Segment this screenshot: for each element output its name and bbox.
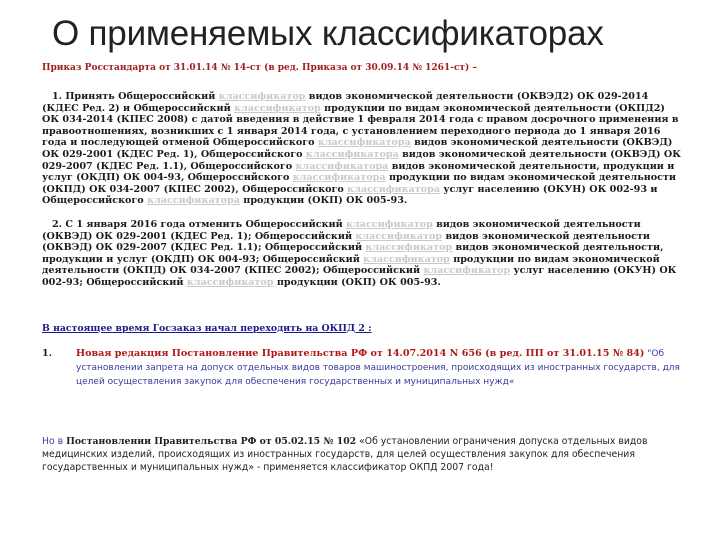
classifier-highlight: классификатор bbox=[186, 276, 274, 288]
list-item-number: 1. bbox=[42, 347, 53, 359]
paragraph-1-number: 1. bbox=[52, 91, 63, 102]
order-title: Приказ Росстандарта от 31.01.14 № 14-ст (в ред. Приказа от 30.09.14 № 1261-ст) – bbox=[42, 63, 477, 73]
classifier-highlight: классификатор bbox=[355, 230, 443, 242]
text-segment: продукции (ОКП) ОК 005-93. bbox=[273, 276, 441, 288]
note-resolution: Постановлении Правительства РФ от 05.02.15 № 102 bbox=[66, 435, 357, 447]
transition-heading: В настоящее время Госзаказ начал переходить на ОКПД 2 : bbox=[42, 322, 372, 334]
classifier-highlight: классификатор bbox=[234, 102, 321, 114]
text-segment: услуг населению (ОКУН) ОК 002-93; Общероссийский bbox=[42, 265, 677, 288]
list-item-text bbox=[76, 347, 682, 389]
text-segment: видов экономической деятельности, продукции и услуг (ОКДП) ОК 004-93; Общероссийский bbox=[42, 242, 664, 265]
text-segment: С 1 января 2016 года отменить Общероссийский bbox=[65, 218, 347, 230]
classifier-highlight: классификатор bbox=[363, 253, 450, 265]
classifier-highlight: классификатор bbox=[423, 265, 511, 277]
classifier-highlight: классификатора bbox=[347, 183, 441, 195]
classifier-highlight: классификатора bbox=[147, 195, 240, 207]
paragraph-2 bbox=[42, 219, 682, 289]
classifier-highlight: классификатор bbox=[218, 91, 306, 102]
classifier-highlight: классификатор bbox=[346, 218, 433, 230]
text-segment: услуг населению (ОКУН) ОК 002-93 и Общероссийского bbox=[42, 183, 658, 207]
page-title: О применяемых классификаторах bbox=[52, 14, 604, 53]
text-segment: продукции по видам экономической деятельности (ОКПД2) ОК 034-2014 (КПЕС 2008) с датой введения в действие 1 февраля 2014 года с правом досрочного применения в правоотношениях, возникших с 1 января 2014 года, с установлением переходного периода до 1 января 2016 года и последующей отменой Общероссийского bbox=[42, 102, 679, 149]
text-segment: видов экономической деятельности (ОКВЭД) ОК 029-2001 (КДЕС Ред. 1), Общероссийского bbox=[42, 137, 673, 160]
content bbox=[42, 62, 682, 475]
text-segment: видов экономической деятельности (ОКВЭД) ОК 029-2007 (КДЕС Ред. 1.1); Общероссийский bbox=[42, 230, 651, 254]
classifier-highlight: классификатора bbox=[317, 137, 411, 149]
resolution-description: "Об установлении запрета на допуск отдельных видов товаров машиностроения, происходящих из иностранных государств, для целей осуществления закупок для обеспечения государственных и муниципальных нужд« bbox=[76, 348, 680, 387]
resolution-title: Новая редакция Постановление Правительства РФ от 14.07.2014 N 656 (в ред. ПП от 31.01.15 № 84) bbox=[76, 347, 645, 359]
paragraph-2-number: 2. bbox=[52, 218, 63, 230]
note-text: «Об установлении ограничения допуска отдельных видов медицинских изделий, происходящих из иностранных государств, для целей осуществления закупок для обеспечения государственных и муниципальных нужд» - применяется классификатор ОКПД 2007 года! bbox=[42, 435, 648, 474]
text-segment: видов экономической деятельности (ОКВЭД) ОК 029-2007 (КДЕС Ред. 1.1), Общероссийского bbox=[42, 148, 681, 172]
classifier-highlight: классификатора bbox=[292, 172, 386, 184]
text-segment: видов экономической деятельности, продукции и услуг (ОКДП) ОК 004-93, Общероссийского bbox=[42, 160, 675, 184]
note-lead: Но в bbox=[42, 435, 67, 447]
paragraph-1 bbox=[42, 91, 682, 207]
classifier-highlight: классификатора bbox=[295, 160, 389, 172]
text-segment: продукции (ОКП) ОК 005-93. bbox=[239, 195, 408, 207]
paragraph-1-text bbox=[42, 91, 682, 207]
note-paragraph bbox=[42, 435, 682, 475]
paragraph-2-text bbox=[42, 219, 682, 289]
text-segment: видов экономической деятельности (ОКВЭД2) ОК 029-2014 (КДЕС Ред. 2) и Общероссийский bbox=[42, 91, 649, 114]
classifier-highlight: классификатор bbox=[365, 242, 453, 254]
list-item bbox=[42, 347, 682, 389]
text-segment: продукции по видам экономической деятельности (ОКПД) ОК 034-2007 (КПЕС 2002), Общероссийского bbox=[42, 172, 677, 195]
text-segment: продукции по видам экономической деятельности (ОКПД) ОК 034-2007 (КПЕС 2002); Общероссийский bbox=[42, 253, 660, 277]
text-segment: Принять Общероссийский bbox=[65, 91, 219, 102]
classifier-highlight: классификатора bbox=[305, 148, 399, 160]
text-segment: видов экономической деятельности (ОКВЭД) ОК 029-2001 (КДЕС Ред. 1); Общероссийский bbox=[42, 218, 641, 242]
